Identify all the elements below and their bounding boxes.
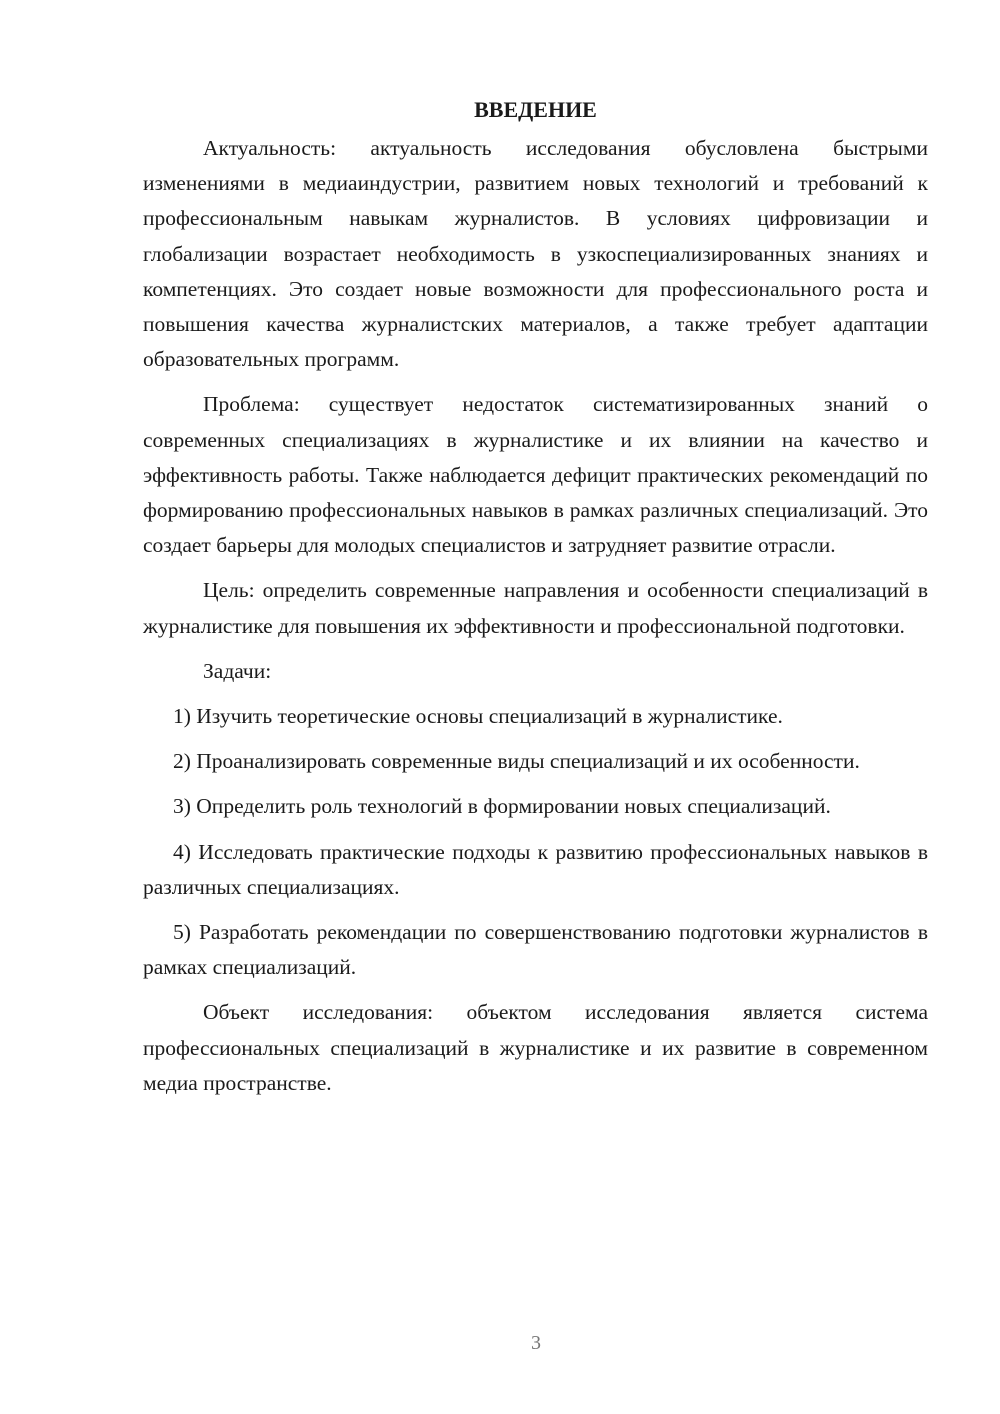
page-number: 3	[531, 1332, 541, 1354]
relevance-paragraph: Актуальность: актуальность исследования обусловлена быстрыми изменениями в медиаиндустрии, развитием новых технологий и требований к профессиональным навыкам журналистов. В условиях цифровизации и глобализации возрастает необходимость в узкоспециализированных знаниях и компетенциях. Это создает новые возможности для профессионального роста и повышения качества журналистских материалов, а также требует адаптации образовательных программ.	[143, 136, 928, 372]
document-page	[143, 92, 928, 1101]
task-item: 3) Определить роль технологий в формировании новых специализаций.	[173, 794, 831, 819]
goal-paragraph: Цель: определить современные направления и особенности специализаций в журналистике для повышения их эффективности и профессиональной подготовки.	[143, 578, 928, 638]
task-item: 4) Исследовать практические подходы к развитию профессиональных навыков в различных специализациях.	[143, 839, 928, 899]
page-title: ВВЕДЕНИЕ	[474, 97, 597, 122]
tasks-heading: Задачи:	[203, 658, 272, 683]
task-item: 1) Изучить теоретические основы специализаций в журналистике.	[173, 704, 783, 729]
problem-paragraph: Проблема: существует недостаток систематизированных знаний о современных специализациях в журналистике и их влиянии на качество и эффективность работы. Также наблюдается дефицит практических рекомендаций по формированию профессиональных навыков в рамках различных специализаций. Это создает барьеры для молодых специалистов и затрудняет развитие отрасли.	[143, 392, 928, 558]
object-paragraph: Объект исследования: объектом исследования является система профессиональных специализаций в журналистике и их развитие в современном медиа пространстве.	[143, 1000, 928, 1095]
task-item: 2) Проанализировать современные виды специализаций и их особенности.	[173, 749, 860, 774]
task-item: 5) Разработать рекомендации по совершенствованию подготовки журналистов в рамках специализаций.	[143, 920, 928, 980]
